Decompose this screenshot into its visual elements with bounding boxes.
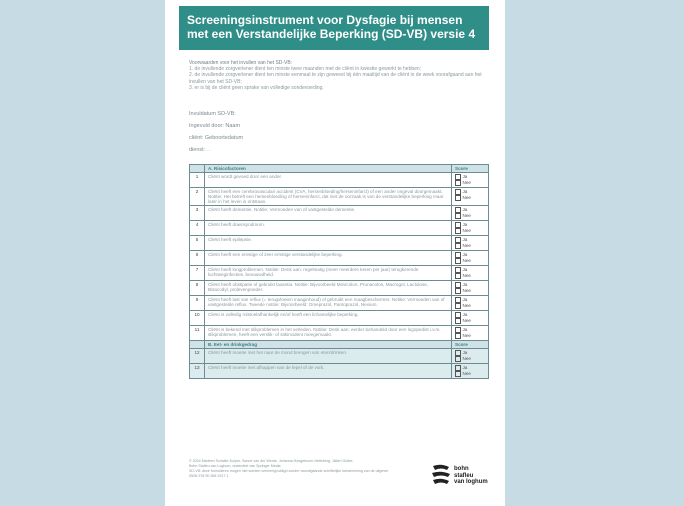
filled-by-label: Ingevuld door: xyxy=(189,123,224,129)
checkbox-no[interactable] xyxy=(455,180,461,186)
question-number: 7 xyxy=(190,266,205,281)
score-header: Score xyxy=(452,341,489,349)
option-yes-label: Ja xyxy=(462,222,468,227)
option-no-label: Nee xyxy=(462,318,471,323)
score-cell xyxy=(452,221,489,236)
checkbox-yes[interactable] xyxy=(455,237,461,243)
option-yes-label: Ja xyxy=(462,207,468,212)
filled-by-value: Naam xyxy=(225,123,241,129)
question-number: 10 xyxy=(190,311,205,326)
option-yes-label: Ja xyxy=(462,174,468,179)
footer-isbn: ISBN 978 90 368 2917 1 xyxy=(189,474,229,478)
table-row xyxy=(190,266,489,281)
logo-text xyxy=(454,466,488,486)
option-no-label: Nee xyxy=(462,228,471,233)
checkbox-yes[interactable] xyxy=(455,312,461,318)
checkbox-yes[interactable] xyxy=(455,207,461,213)
table-row xyxy=(190,188,489,206)
question-number: 4 xyxy=(190,221,205,236)
question-number: 12 xyxy=(190,349,205,364)
checkbox-yes[interactable] xyxy=(455,267,461,273)
logo-line-1: bohn xyxy=(454,466,469,472)
score-cell xyxy=(452,311,489,326)
option-no[interactable] xyxy=(455,243,485,249)
option-no-label: Nee xyxy=(462,180,471,185)
section-num-cell xyxy=(190,165,205,173)
section-header-row xyxy=(190,341,489,349)
logo-line-3: van loghum xyxy=(454,479,488,485)
table-row xyxy=(190,173,489,188)
table-row xyxy=(190,311,489,326)
option-yes-label: Ja xyxy=(462,350,468,355)
option-no[interactable] xyxy=(455,288,485,294)
client-field[interactable] xyxy=(189,132,349,144)
publisher-logo xyxy=(431,464,491,492)
checkbox-yes[interactable] xyxy=(455,222,461,228)
question-text: Cliënt heeft een cerebrovasculair accident (CVA, hersenbloeding/herseninfarct) of een ander ongeval doorgemaakt. Notitie: Het betreft een hersenbloeding of herseninfarct, dat niet de oorzaak is van de verstandelijke beperking maar later in het leven is ontstaan. xyxy=(205,188,452,206)
footer-notice: SD-VB: deze formulieren mogen niet worden vermenigvuldigd zonder voorafgaande schriftelijke toestemming van de uitgever xyxy=(189,469,389,473)
question-text: Cliënt heeft obstipatie of gebruikt laxantia. Notitie: Bijvoorbeeld Movicolon, Prunacolon, Macrogol, Lactulose, Bisacodyl, prolevenpoeder. xyxy=(205,281,452,296)
table-row xyxy=(190,236,489,251)
questionnaire-table xyxy=(189,164,489,379)
score-cell xyxy=(452,206,489,221)
checkbox-yes[interactable] xyxy=(455,350,461,356)
option-no[interactable] xyxy=(455,371,485,377)
location-label: dienst: xyxy=(189,147,206,153)
question-number: 11 xyxy=(190,326,205,341)
condition-item: 2. de invullende zorgverlener dient ten minste eenmaal te zijn geweest bij één maaltijd van de cliënt in de week voorafgaand aan het invullen van het SD-VB; xyxy=(189,72,482,85)
table-row xyxy=(190,281,489,296)
option-yes-label: Ja xyxy=(462,327,468,332)
option-no-label: Nee xyxy=(462,333,471,338)
option-no-label: Nee xyxy=(462,195,471,200)
question-number: 5 xyxy=(190,236,205,251)
question-text: Cliënt heeft moeite met afhappen van de lepel of de vork. xyxy=(205,364,452,379)
conditions-title: Voorwaarden voor het invullen van het SD-VB: xyxy=(189,60,293,66)
checkbox-no[interactable] xyxy=(455,243,461,249)
option-no[interactable] xyxy=(455,333,485,339)
question-text: Cliënt heeft longproblemen. Notitie: Denk aan: regelmatig (meer meerdere keren per jaar) terugkerende luchtweginfecties, benauwdheid. xyxy=(205,266,452,281)
question-text: Cliënt heeft een ernstige of zeer ernstige verstandelijke beperking. xyxy=(205,251,452,266)
condition-item: 1. de invullende zorgverlener dient ten minste twee maanden met de cliënt in kwestie gewerkt te hebben; xyxy=(189,66,422,73)
checkbox-no[interactable] xyxy=(455,333,461,339)
question-text: Cliënt wordt gevoed door een ander. xyxy=(205,173,452,188)
table-row xyxy=(190,251,489,266)
checkbox-no[interactable] xyxy=(455,303,461,309)
checkbox-yes[interactable] xyxy=(455,297,461,303)
table-row xyxy=(190,364,489,379)
option-no[interactable] xyxy=(455,318,485,324)
question-number: 8 xyxy=(190,281,205,296)
question-number: 1 xyxy=(190,173,205,188)
option-no-label: Nee xyxy=(462,371,471,376)
option-no-label: Nee xyxy=(462,356,471,361)
option-no[interactable] xyxy=(455,273,485,279)
option-no-label: Nee xyxy=(462,288,471,293)
option-yes-label: Ja xyxy=(462,297,468,302)
checkbox-no[interactable] xyxy=(455,228,461,234)
checkbox-yes[interactable] xyxy=(455,365,461,371)
score-cell xyxy=(452,364,489,379)
checkbox-no[interactable] xyxy=(455,195,461,201)
option-yes-label: Ja xyxy=(462,282,468,287)
date-label: Invuldatum SD-VB: xyxy=(189,111,236,117)
score-cell xyxy=(452,281,489,296)
question-text: Cliënt heeft moeite met het naar de mond brengen van eten/drinken. xyxy=(205,349,452,364)
option-no[interactable] xyxy=(455,258,485,264)
section-header-row xyxy=(190,165,489,173)
checkbox-yes[interactable] xyxy=(455,189,461,195)
title-line-1: Screeningsinstrument voor Dysfagie bij mensen xyxy=(187,13,463,27)
option-no[interactable] xyxy=(455,356,485,362)
option-no[interactable] xyxy=(455,213,485,219)
score-cell xyxy=(452,236,489,251)
option-no-label: Nee xyxy=(462,258,471,263)
question-text: Cliënt is volledig rolstoelafhankelijk en/of heeft een lichamelijke beperking. xyxy=(205,311,452,326)
logo-line-2: stafleu xyxy=(454,472,474,479)
client-label: cliënt: xyxy=(189,135,204,141)
question-number: 3 xyxy=(190,206,205,221)
condition-item: 3. er is bij de cliënt geen sprake van volledige sondevoeding. xyxy=(189,84,324,91)
score-header: Score xyxy=(452,165,489,173)
question-text: Cliënt is bekend met slikproblemen in het verleden. Notitie: Denk aan: eerder behandeld door een logopedist i.v.m. slikproblemen, heeft een verslik- of stikincident meegemaakt. xyxy=(205,326,452,341)
table-row xyxy=(190,326,489,341)
footer-copyright: © 2024 Marleen Schaller-Kuiper, Sanne van der Werde, Johanna Hoogeboom-Hettsberg, Jildert Gutter, xyxy=(189,459,354,463)
option-no-label: Nee xyxy=(462,243,471,248)
checkbox-yes[interactable] xyxy=(455,327,461,333)
title-line-2: met een Verstandelijke Beperking (SD-VB) versie 4 xyxy=(187,27,476,41)
filled-by-field[interactable] xyxy=(189,120,349,132)
option-no-label: Nee xyxy=(462,213,471,218)
question-number: 2 xyxy=(190,188,205,206)
score-cell xyxy=(452,349,489,364)
table-row xyxy=(190,349,489,364)
option-no[interactable] xyxy=(455,180,485,186)
question-number: 9 xyxy=(190,296,205,311)
footer xyxy=(189,459,389,479)
checkbox-no[interactable] xyxy=(455,371,461,377)
option-no-label: Nee xyxy=(462,303,471,308)
location-value: ... xyxy=(206,147,212,153)
question-number: 6 xyxy=(190,251,205,266)
checkbox-no[interactable] xyxy=(455,273,461,279)
checkbox-no[interactable] xyxy=(455,356,461,362)
document-page xyxy=(165,0,505,506)
option-no[interactable] xyxy=(455,228,485,234)
date-field[interactable] xyxy=(189,108,349,120)
score-cell xyxy=(452,296,489,311)
section-title: B. Eet- en drinkgedrag xyxy=(205,341,452,349)
score-cell xyxy=(452,251,489,266)
option-no[interactable] xyxy=(455,195,485,201)
checkbox-yes[interactable] xyxy=(455,252,461,258)
client-value: Geboortedatum xyxy=(204,135,244,141)
section-title: A. Risicofactoren xyxy=(205,165,452,173)
option-yes-label: Ja xyxy=(462,252,468,257)
checkbox-yes[interactable] xyxy=(455,282,461,288)
checkbox-no[interactable] xyxy=(455,258,461,264)
score-cell xyxy=(452,266,489,281)
score-cell xyxy=(452,326,489,341)
checkbox-no[interactable] xyxy=(455,288,461,294)
checkbox-no[interactable] xyxy=(455,318,461,324)
meta-fields xyxy=(189,108,349,156)
logo-icon xyxy=(431,464,451,486)
question-text: Cliënt heeft downsyndroom. xyxy=(205,221,452,236)
score-cell xyxy=(452,173,489,188)
checkbox-yes[interactable] xyxy=(455,174,461,180)
section-num-cell xyxy=(190,341,205,349)
footer-publisher: Bohn Stafleu van Loghum, onderdeel van Springer Media xyxy=(189,464,281,468)
option-yes-label: Ja xyxy=(462,189,468,194)
header-banner xyxy=(179,6,489,50)
option-yes-label: Ja xyxy=(462,365,468,370)
checkbox-no[interactable] xyxy=(455,213,461,219)
question-number: 13 xyxy=(190,364,205,379)
location-field[interactable] xyxy=(189,144,349,156)
table-row xyxy=(190,296,489,311)
question-text: Cliënt heeft epilepsie. xyxy=(205,236,452,251)
question-text: Cliënt heeft dementie. Notitie: Vermoeden van of vastgestelde dementie. xyxy=(205,206,452,221)
table-row xyxy=(190,221,489,236)
question-text: Cliënt heeft last van reflux (= terugvloeien maaginhoud) of gebruikt een maagbeschermer. Notitie: Vermoeden van of vastgestelde reflux. Tweede notitie: Bijvoorbeeld: Omeprazol, Pantoprazol, Nexium. xyxy=(205,296,452,311)
conditions xyxy=(189,60,489,91)
table-row xyxy=(190,206,489,221)
score-cell xyxy=(452,188,489,206)
option-yes-label: Ja xyxy=(462,312,468,317)
option-yes-label: Ja xyxy=(462,237,468,242)
option-no-label: Nee xyxy=(462,273,471,278)
option-no[interactable] xyxy=(455,303,485,309)
option-yes-label: Ja xyxy=(462,267,468,272)
